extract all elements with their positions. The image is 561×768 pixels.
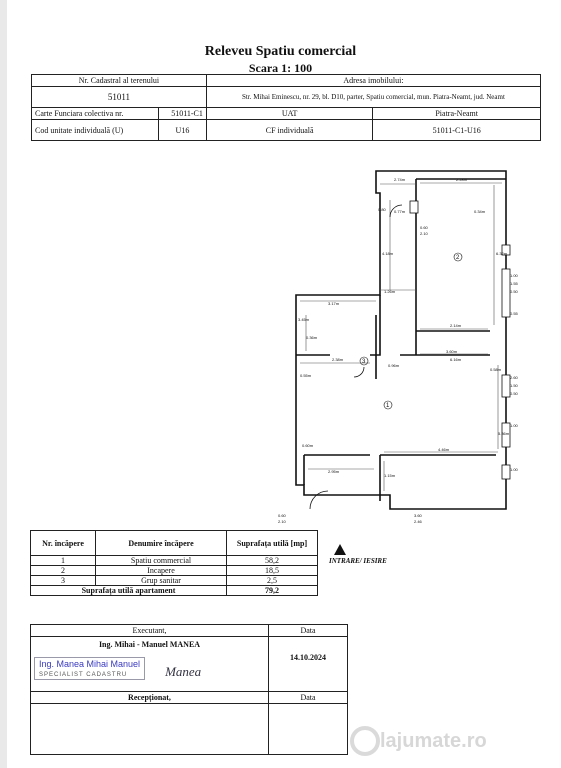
plan-windows bbox=[410, 201, 510, 479]
cf-value: 51011-C1 bbox=[159, 108, 207, 120]
dim-label: 0.60 bbox=[420, 225, 428, 230]
document-title: Releveu Spatiu comercial bbox=[204, 44, 357, 59]
room-area: 58,2 bbox=[227, 556, 318, 566]
surface-header-nr: Nr. încăpere bbox=[31, 531, 96, 556]
room-area: 2,5 bbox=[227, 576, 318, 586]
room-nr: 3 bbox=[31, 576, 96, 586]
dim-label: 0.36m bbox=[306, 335, 318, 340]
dim-label: 1.00 bbox=[510, 423, 518, 428]
dim-label: 5.36m bbox=[498, 431, 510, 436]
room-name: Spatiu commercial bbox=[96, 556, 227, 566]
dim-label: 3.17m bbox=[328, 301, 340, 306]
room-name: Grup sanitar bbox=[96, 576, 227, 586]
executant-label: Executant, bbox=[31, 625, 269, 637]
dim-label: 3.60 bbox=[414, 513, 422, 518]
dim-label: 4.46m bbox=[438, 447, 450, 452]
room-nr: 1 bbox=[31, 556, 96, 566]
dim-label: 1.26m bbox=[384, 289, 396, 294]
total-value: 79,2 bbox=[227, 586, 318, 596]
dim-label: 2.10 bbox=[420, 231, 428, 236]
dim-label: 1.55 bbox=[510, 281, 518, 286]
dim-label: 2.74m bbox=[394, 177, 406, 182]
header-table bbox=[31, 74, 541, 141]
entry-label: INTRARE/ IESIRE bbox=[329, 557, 387, 565]
dim-label: 0.58m bbox=[490, 367, 502, 372]
dim-label: 2.10 bbox=[278, 519, 286, 524]
dim-label: 0.77m bbox=[394, 209, 406, 214]
watermark-logo-icon bbox=[350, 726, 380, 756]
dim-label: 1.00 bbox=[510, 273, 518, 278]
dim-label: 3.60m bbox=[446, 349, 458, 354]
dim-label: 1.00 bbox=[510, 467, 518, 472]
cadastral-value: 51011 bbox=[32, 87, 207, 108]
dim-label: 0.55 bbox=[510, 311, 518, 316]
executant-name: Ing. Mihai - Manuel MANEA bbox=[98, 640, 201, 649]
stamp-name: Ing. Manea Mihai Manuel bbox=[39, 659, 141, 669]
address-value: Str. Mihai Eminescu, nr. 29, bl. D10, parter, Spatiu comercial, mun. Piatra-Neamt, jud. Neamt bbox=[206, 87, 540, 108]
dim-label: 4.18m bbox=[382, 251, 394, 256]
date-label: Data bbox=[269, 625, 348, 637]
room-number: 1 bbox=[386, 403, 390, 409]
dim-label: 0.96m bbox=[388, 363, 400, 368]
table-row bbox=[31, 566, 318, 576]
plan-labels bbox=[278, 177, 519, 524]
room-number: 3 bbox=[362, 359, 366, 365]
floor-plan bbox=[270, 165, 530, 535]
dim-label: 2.60 bbox=[510, 375, 518, 380]
cf-label: Carte Funciara colectiva nr. bbox=[32, 108, 159, 120]
surface-header-name: Denumire încăpere bbox=[96, 531, 227, 556]
signature-table bbox=[30, 624, 348, 755]
dim-label: 2.95m bbox=[328, 469, 340, 474]
dim-label: 0.34m bbox=[474, 209, 486, 214]
uat-value: Piatra-Neamt bbox=[373, 108, 541, 120]
plan-dimension-lines bbox=[300, 183, 502, 491]
room-area: 18,5 bbox=[227, 566, 318, 576]
dim-label: 0.55m bbox=[300, 373, 312, 378]
total-row bbox=[31, 586, 318, 596]
dim-label: 0.60 bbox=[278, 513, 286, 518]
cadastral-label: Nr. Cadastral al terenului bbox=[32, 75, 207, 87]
page-edge bbox=[0, 0, 7, 768]
unit-label: Cod unitate individuală (U) bbox=[32, 120, 159, 141]
watermark: lajumate.ro bbox=[380, 730, 487, 752]
dim-label: 3.45m bbox=[298, 317, 310, 322]
total-label: Suprafața utilă apartament bbox=[31, 586, 227, 596]
surface-header-area: Suprafața utilă [mp] bbox=[227, 531, 318, 556]
table-row bbox=[31, 556, 318, 566]
entry-arrow-icon bbox=[334, 544, 346, 555]
plan-walls bbox=[296, 171, 506, 509]
address-label: Adresa imobilului: bbox=[206, 75, 540, 87]
dim-label: 2.46 bbox=[414, 519, 422, 524]
surface-table bbox=[30, 530, 318, 596]
scale-label: Scara 1: 100 bbox=[248, 61, 313, 75]
executant-date: 14.10.2024 bbox=[269, 637, 348, 692]
dim-label: 6.16m bbox=[450, 357, 462, 362]
cf-individual-value: 51011-C1-U16 bbox=[373, 120, 541, 141]
dim-label: 1.50 bbox=[510, 383, 518, 388]
dim-label: 6.32m bbox=[496, 251, 508, 256]
dim-label: 0.60m bbox=[302, 443, 314, 448]
signature: Manea bbox=[165, 664, 202, 679]
dim-label: 1.15m bbox=[384, 473, 396, 478]
dim-label: 2.14m bbox=[450, 323, 462, 328]
specialist-stamp bbox=[34, 657, 145, 680]
dim-label: 0.80 bbox=[378, 207, 386, 212]
stamp-title: SPECIALIST CADASTRU bbox=[39, 672, 128, 678]
cf-individual-label: CF individuală bbox=[206, 120, 372, 141]
uat-label: UAT bbox=[206, 108, 372, 120]
unit-value: U16 bbox=[159, 120, 207, 141]
dim-label: 2.38m bbox=[332, 357, 344, 362]
date-label-2: Data bbox=[269, 692, 348, 704]
dim-label: 0.50 bbox=[510, 391, 518, 396]
room-nr: 2 bbox=[31, 566, 96, 576]
dim-label: 2.28m bbox=[456, 177, 468, 182]
receptionat-label: Recepționat, bbox=[31, 692, 269, 704]
room-number: 2 bbox=[456, 255, 460, 261]
dim-label: 0.50 bbox=[510, 289, 518, 294]
room-name: Incapere bbox=[96, 566, 227, 576]
table-row bbox=[31, 576, 318, 586]
